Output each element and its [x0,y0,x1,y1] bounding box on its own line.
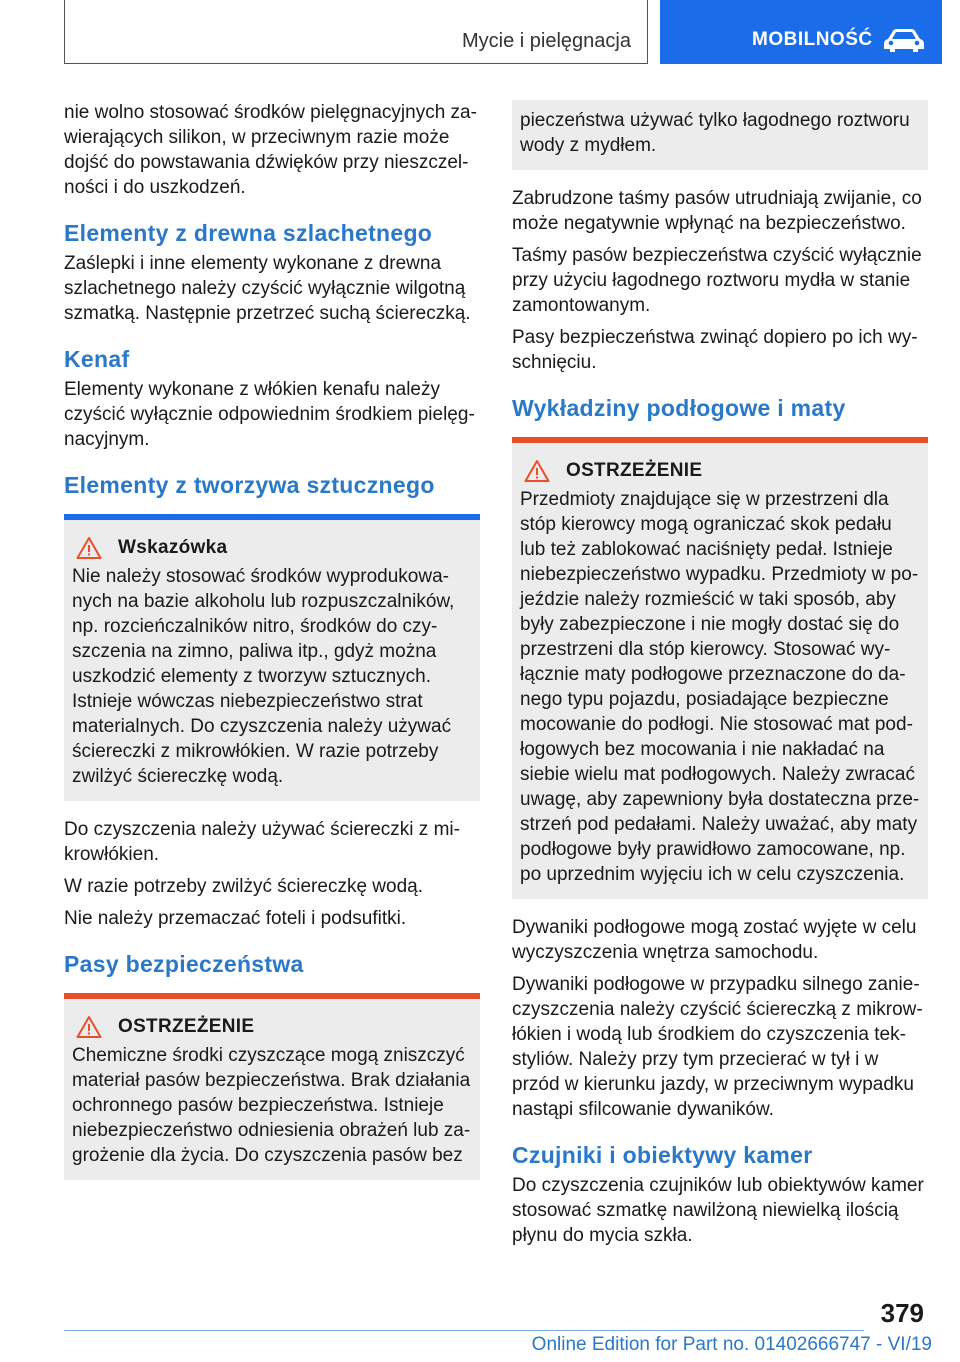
warning-triangle-icon [76,536,102,560]
plastic-paragraph-3: Nie należy przemaczać foteli i podsufitki. [64,908,407,929]
belts-warning-box-continued [512,100,928,170]
note-text: Nie należy stosować środków wyprodukowanych na bazie alkoholu lub rozpuszczalników, np. rozcieńczalników nitro, środków do czyszczenia na zimno, paliwa itp., gdyż można uszkodzić elementy z tworzyw sztucznych. Istnieje wówczas niebezpieczeństwo strat materialnych. Do czyszczenia należy używać ściereczki z mikrowłókien. W razie potrzeby zwilżyć ściereczkę wodą. [72,566,455,787]
belts-paragraph-3: Pasy bezpieczeństwa zwinąć dopiero po ich wyschnięciu. [512,327,918,373]
page-number: 379 [880,1298,924,1328]
belts-paragraph-1: Zabrudzone taśmy pasów utrudniają zwijanie, co może negatywnie wpłynąć na bezpieczeństwo. [512,188,922,234]
mats-heading: Wykładziny podłogowe i maty [512,395,846,421]
belts-warning-text-continued: pieczeństwa używać tylko łagodnego roztworu wody z mydłem. [520,110,910,156]
belts-warning-title: OSTRZEŻENIE [118,1016,255,1037]
kenaf-heading: Kenaf [64,346,130,372]
mats-warning-text: Przedmioty znajdujące się w przestrzeni dla stóp kierowcy mogą ograniczać skok pedału lub też zablokować naciśnięty pedał. Istnieje niebezpieczeństwo wypadku. Przedmioty w pojeździe należy rozmieścić w taki sposób, aby były zabezpieczone i nie mogły dostać się do przestrzeni dla stóp kierowcy. Stosować wyłącznie maty podłogowe przeznaczone do danego typu pojazdu, posiadające bezpieczne mocowanie do podłogi. Nie stosować mat podłogowych bez mocowania i nie nakładać na siebie wielu mat podłogowych. Należy zwracać uwagę, aby zapewniony była dostateczna przestrzeń pod pedałami. Należy uważać, aby maty podłogowe były prawidłowo zamocowane, np. po uprzednim wyjęciu ich w celu czyszczenia. [520,489,920,885]
plastic-heading: Elementy z tworzywa sztucznego [64,472,435,498]
sensors-paragraph: Do czyszczenia czujników lub obiektywów kamer stosować szmatkę nawilżoną niewielką ilością płynu do mycia szkła. [512,1175,924,1246]
belts-warning-box [64,993,480,1180]
header-section-title: Mycie i pielęgnacja [462,30,631,52]
header-chapter-tab[interactable] [660,0,942,64]
belts-warning-text: Chemiczne środki czyszczące mogą zniszczyć materiał pasów bezpieczeństwa. Brak działania ochronnego pasów bezpieczeństwa. Istnieje niebezpieczeństwo odniesienia obrażeń lub zagrożenie dla życia. Do czyszczenia pasów bez [72,1045,471,1166]
note-box [64,514,480,801]
wood-heading: Elementy z drewna szlachetnego [64,220,433,246]
sensors-heading: Czujniki i obiektywy kamer [512,1142,813,1168]
note-title: Wskazówka [118,537,228,558]
header-section-frame [64,0,648,64]
kenaf-paragraph: Elementy wykonane z włókien kenafu należy czyścić wyłącznie odpowiednim środkiem pielęgnacyjnym. [64,379,475,450]
wood-paragraph: Zaślepki i inne elementy wykonane z drewna szlachetnego należy czyścić wyłącznie wilgotną szmatką. Następnie przetrzeć suchą ściereczką. [64,253,471,324]
belts-paragraph-2: Taśmy pasów bezpieczeństwa czyścić wyłącznie przy użyciu łagodnego roztworu mydła w stanie zamontowanym. [512,245,922,316]
belts-heading: Pasy bezpieczeństwa [64,951,304,977]
footer-edition: Online Edition for Part no. 01402666747 - VI/19 [531,1334,932,1355]
mats-warning-title: OSTRZEŻENIE [566,460,703,481]
mats-warning-box [512,437,928,899]
mats-paragraph-1: Dywaniki podłogowe mogą zostać wyjęte w celu wyczyszczenia wnętrza samochodu. [512,917,917,963]
intro-paragraph: nie wolno stosować środków pielęgnacyjnych zawierających silikon, w przeciwnym razie może dojść do powstawania dźwięków przy nieszczelności i do uszkodzeń. [64,102,477,198]
warning-triangle-icon [524,459,550,483]
right-column [512,100,928,1255]
warning-triangle-icon [76,1015,102,1039]
footer-divider [64,1330,864,1331]
header-chapter-title: MOBILNOŚĆ [752,29,873,50]
left-column [64,100,480,1180]
mats-paragraph-2: Dywaniki podłogowe w przypadku silnego zanieczyszczenia należy czyścić ściereczką z mikrowłókien i wodą lub środkiem do czyszczenia tekstyliów. Należy przy tym przecierać w tył i w przód w kierunku jazdy, w przeciwnym wypadku nastąpi sfilcowanie dywaników. [512,974,923,1120]
plastic-paragraph-1: Do czyszczenia należy używać ściereczki z mikrowłókien. [64,819,460,865]
car-icon [882,27,926,53]
plastic-paragraph-2: W razie potrzeby zwilżyć ściereczkę wodą. [64,876,423,897]
